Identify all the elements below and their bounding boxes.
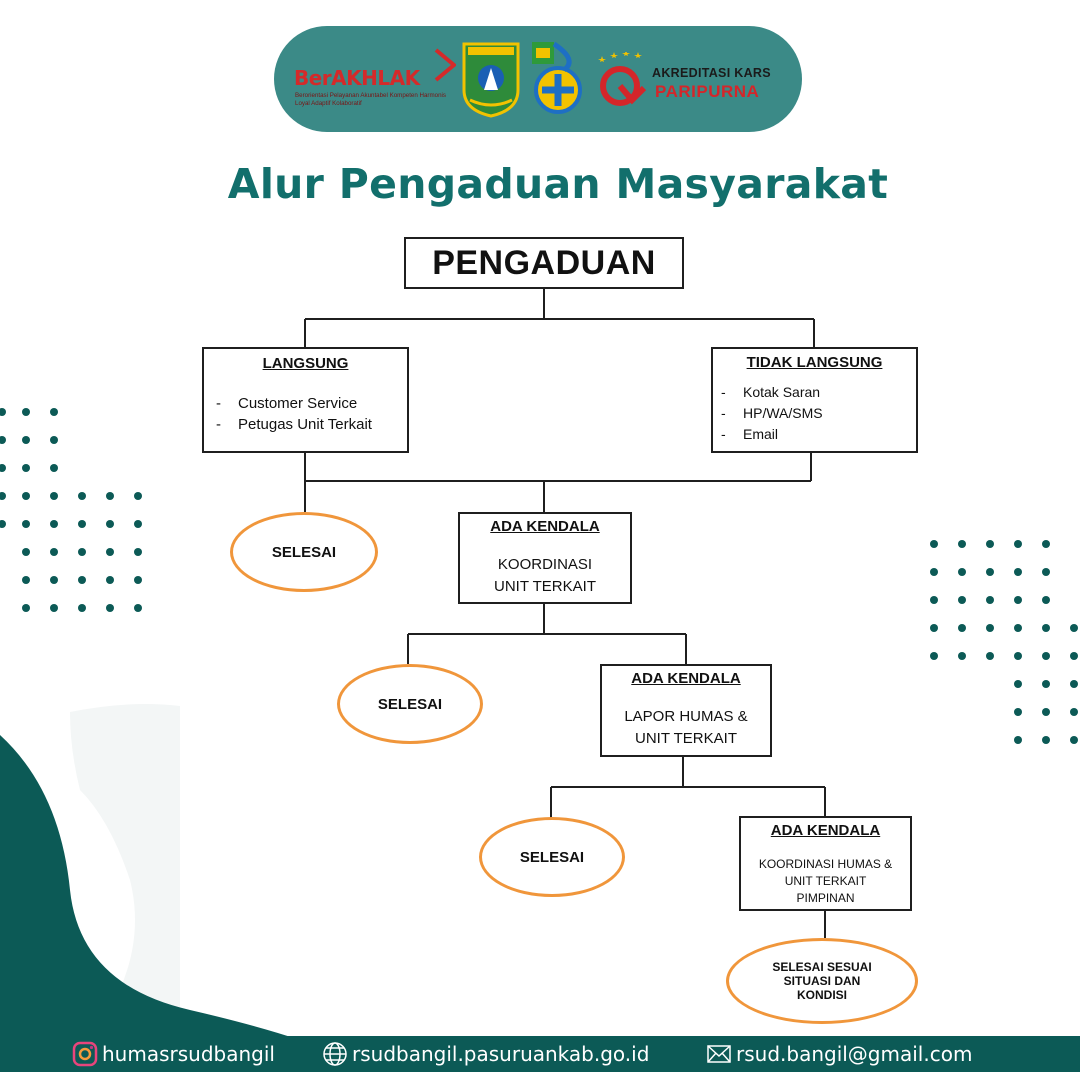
done-oval-label: SELESAI — [271, 543, 337, 561]
connector-root-split — [305, 289, 814, 348]
footer-email-address: rsud.bangil@gmail.com — [736, 1042, 973, 1066]
footer-email[interactable] — [706, 1040, 972, 1068]
kars-title: AKREDITASI KARS — [652, 66, 771, 80]
envelope-icon — [706, 1041, 732, 1067]
step2-heading: ADA KENDALA — [631, 670, 741, 687]
direct-channel-box — [202, 347, 409, 453]
step1-box — [458, 512, 632, 604]
globe-icon — [322, 1041, 348, 1067]
footer-instagram-handle: humasrsudbangil — [102, 1042, 275, 1066]
footer-website[interactable] — [322, 1040, 649, 1068]
step3-box — [739, 816, 912, 911]
final-oval — [726, 938, 918, 1024]
done-oval-1 — [230, 512, 378, 592]
list-item: - Petugas Unit Terkait — [216, 414, 372, 435]
list-item: - HP/WA/SMS — [721, 403, 823, 424]
indirect-channel-list — [721, 382, 823, 445]
list-item: - Customer Service — [216, 393, 372, 414]
final-oval-line-1: SELESAI SESUAI — [772, 960, 872, 974]
step1-line-1: KOORDINASI — [497, 556, 593, 573]
direct-channel-list — [216, 393, 372, 435]
done-oval-3 — [479, 817, 625, 897]
list-item: - Email — [721, 424, 823, 445]
step2-line-2: UNIT TERKAIT — [635, 730, 737, 747]
step3-line-3: PIMPINAN — [796, 891, 855, 905]
step2-line-1: LAPOR HUMAS & — [624, 708, 748, 725]
page-title: Alur Pengaduan Masyarakat — [227, 160, 889, 208]
root-box-pengaduan: PENGADUAN — [404, 237, 684, 289]
list-item: - Kotak Saran — [721, 382, 823, 403]
done-oval-2 — [337, 664, 483, 744]
final-oval-line-2: SITUASI DAN — [783, 974, 861, 988]
connector-step1-split — [408, 604, 686, 664]
berakhlak-logo-text: BerAKHLAK — [294, 66, 420, 90]
footer-instagram[interactable] — [72, 1040, 275, 1068]
done-oval-label: SELESAI — [377, 695, 443, 713]
indirect-channel-box — [711, 347, 918, 453]
done-oval-label: SELESAI — [519, 848, 585, 866]
berakhlak-tagline: Berorientasi Pelayanan Akuntabel Kompeten Harmonis Loyal Adaptif Kolaboratif — [295, 92, 446, 107]
step3-heading: ADA KENDALA — [770, 822, 881, 839]
step3-line-2: UNIT TERKAIT — [784, 874, 867, 888]
kars-level: PARIPURNA — [655, 82, 760, 101]
step1-heading: ADA KENDALA — [490, 518, 600, 535]
step3-line-1: KOORDINASI HUMAS & — [758, 857, 893, 871]
indirect-channel-heading: TIDAK LANGSUNG — [746, 354, 883, 371]
connector-sources-merge — [305, 453, 811, 512]
step1-line-2: UNIT TERKAIT — [494, 578, 596, 595]
connector-step2-split — [551, 757, 825, 818]
instagram-icon — [72, 1041, 98, 1067]
footer-website-url: rsudbangil.pasuruankab.go.id — [352, 1042, 650, 1066]
final-oval-line-3: KONDISI — [796, 988, 847, 1002]
direct-channel-heading: LANGSUNG — [262, 355, 349, 372]
step2-box — [600, 664, 772, 757]
